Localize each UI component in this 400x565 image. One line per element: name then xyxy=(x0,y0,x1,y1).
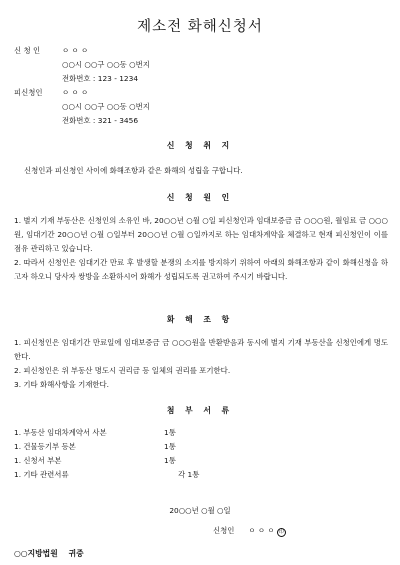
attachment-count: 1통 xyxy=(164,428,176,437)
signature-label: 신청인 xyxy=(213,526,235,535)
signature-name xyxy=(248,526,285,537)
attachment-name: 1. 신청서 부본 xyxy=(14,456,62,465)
attachment-item xyxy=(14,428,314,442)
applicant-address: ○○시 ○○구 ○○동 ○번지 xyxy=(62,60,150,69)
respondent-block xyxy=(14,88,384,130)
court-addressee: ○○지방법원 귀중 xyxy=(14,549,84,558)
respondent-name: ㅇ ㅇ ㅇ xyxy=(62,88,89,97)
attachment-count: 1통 xyxy=(164,442,176,451)
attachment-item xyxy=(14,442,314,456)
applicant-phone: 전화번호 : 123 - 1234 xyxy=(62,74,139,83)
attachment-item xyxy=(14,470,314,484)
applicant-name: ㅇ ㅇ ㅇ xyxy=(62,46,89,55)
attachment-count: 1통 xyxy=(164,456,176,465)
purpose-text: 신청인과 피신청인 사이에 화해조항과 같은 화해의 성립을 구합니다. xyxy=(24,166,243,175)
applicant-label: 신 청 인 xyxy=(14,46,41,55)
applicant-block xyxy=(14,46,384,88)
terms-item-1: 1. 피신청인은 임대기간 만료일에 임대보증금 금 ○○○원을 반환받음과 동시에 별지 기재 부동산을 신청인에게 명도한다. xyxy=(14,338,388,361)
terms-heading: 화 해 조 항 xyxy=(166,315,234,324)
terms-item-3: 3. 기타 화해사항을 기재한다. xyxy=(14,380,109,389)
respondent-phone: 전화번호 : 321 - 3456 xyxy=(62,116,139,125)
signature-name-text: ㅇ ㅇ ㅇ xyxy=(248,526,275,535)
attachment-count: 각 1통 xyxy=(178,470,200,479)
terms-item-2: 2. 피신청인은 위 부동산 명도시 권리금 등 일체의 권리를 포기한다. xyxy=(14,366,231,375)
cause-heading: 신 청 원 인 xyxy=(166,193,234,202)
attachment-name: 1. 건물등기부 등본 xyxy=(14,442,76,451)
cause-paragraph-1: 1. 별지 기재 부동산은 신청인의 소유인 바, 20○○년 ○월 ○일 피신청인과 임대보증금 금 ○○○원, 월임료 금 ○○○원, 임대기간 20○○년 ○월 ○일부터 20○○년 ○월 ○일까지로 하는 임대차계약을 체결하고 현재 피신청인이 이를 점유 관리하고 있습니다. xyxy=(14,216,388,253)
attachment-name: 1. 기타 관련서류 xyxy=(14,470,69,479)
attachments-list xyxy=(14,428,314,484)
signature-line xyxy=(213,526,286,537)
terms-body xyxy=(14,336,388,392)
cause-paragraph-2: 2. 따라서 신청인은 임대기간 만료 후 발생할 분쟁의 소지를 방지하기 위하여 아래의 화해조항과 같이 화해신청을 하고자 하오니 당사자 쌍방을 소환하시어 화해가 성립되도록 권고하여 주시기 바랍니다. xyxy=(14,258,388,281)
respondent-label: 피신청인 xyxy=(14,88,43,97)
respondent-address: ○○시 ○○구 ○○동 ○번지 xyxy=(62,102,150,111)
document-date: 20○○년 ○월 ○일 xyxy=(169,506,231,515)
attachment-name: 1. 부동산 임대차계약서 사본 xyxy=(14,428,107,437)
document-title: 제소전 화해신청서 xyxy=(137,19,263,35)
attachment-item xyxy=(14,456,314,470)
attachments-heading: 첨 부 서 류 xyxy=(166,406,234,415)
cause-body xyxy=(14,214,388,284)
purpose-heading: 신 청 취 지 xyxy=(166,141,234,150)
seal-icon: 印 xyxy=(278,529,284,535)
